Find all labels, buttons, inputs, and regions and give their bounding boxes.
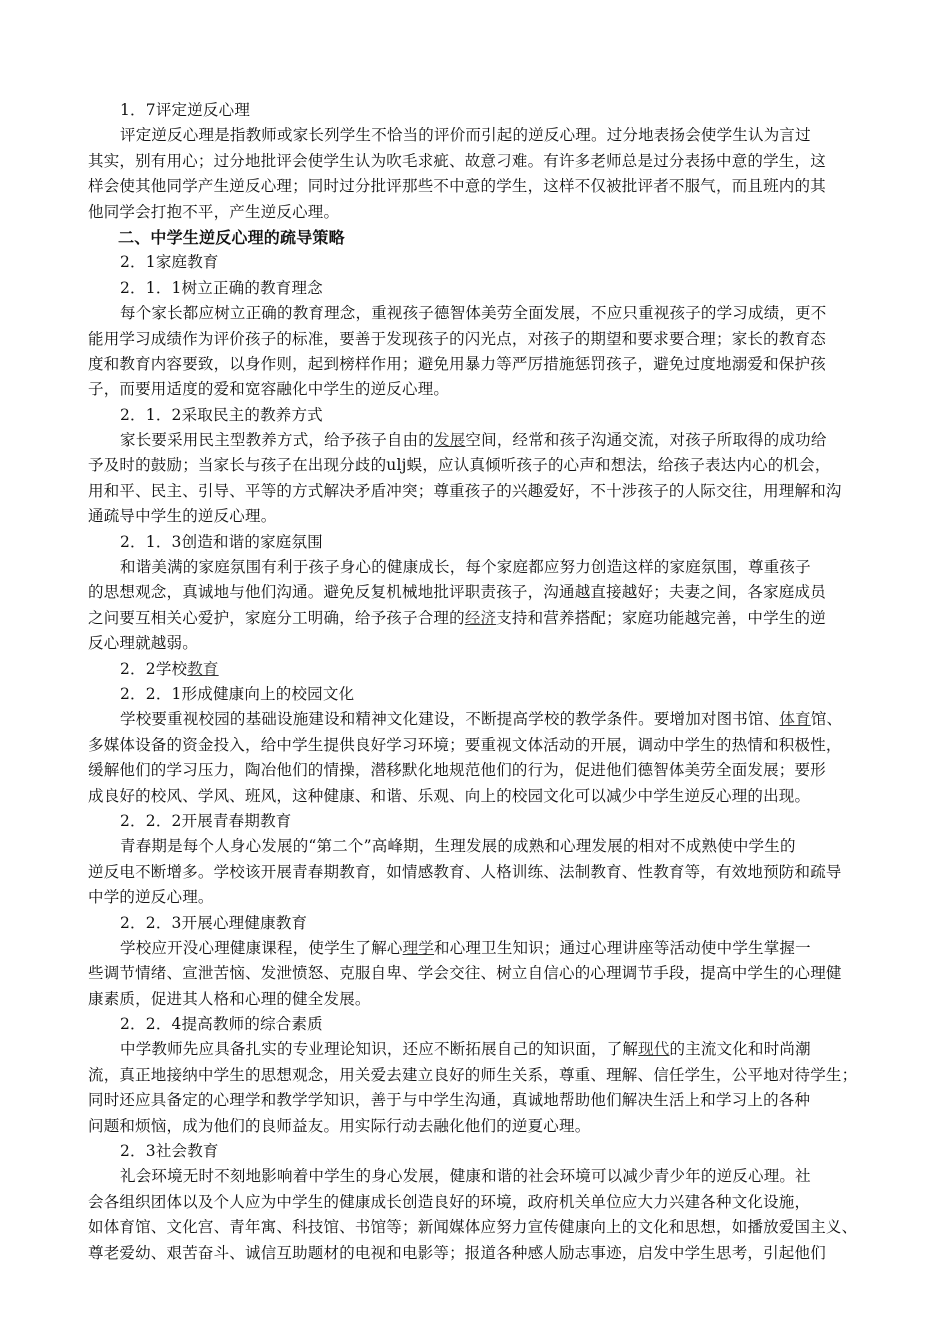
subsection-title — [88, 98, 864, 123]
line-text: 之问要互相关心爱护，家庭分工明确，给予孩子合理的 — [88, 608, 465, 627]
section-heading — [88, 225, 864, 250]
subsection-title — [88, 911, 864, 936]
line-text: 二、中学生逆反心理的疏导策略 — [118, 227, 345, 247]
paragraph-line — [88, 936, 864, 961]
line-text: 问题和烦恼，成为他们的良师益友。用实际行动去融化他们的逆夏心理。 — [88, 1116, 591, 1135]
inline-link[interactable]: 发展 — [434, 431, 466, 450]
paragraph-line — [88, 987, 864, 1012]
line-text-after-link: 和心理卫生知识；通过心理讲座等活动使中学生掌握一 — [434, 938, 811, 957]
line-text: 2．2．2开展青春期教育 — [120, 811, 292, 830]
paragraph-line — [88, 200, 864, 225]
line-text: 2．2学校 — [120, 659, 188, 678]
subsection-title — [88, 809, 864, 834]
paragraph-line — [88, 707, 864, 732]
paragraph-line — [88, 555, 864, 580]
subsection-title — [88, 530, 864, 555]
line-text-after-link: 支持和营养搭配；家庭功能越完善，中学生的逆 — [496, 608, 826, 627]
paragraph-line — [88, 834, 864, 859]
line-text: 能用学习成绩作为评价孩子的标准，要善于发现孩子的闪光点，对孩子的期望和要求要合理；家长的教育态 — [88, 329, 826, 348]
paragraph-line — [88, 733, 864, 758]
line-text: 学校应开没心理健康课程，使学生了解心 — [120, 938, 403, 957]
line-text: 2．1．2采取民主的教养方式 — [120, 405, 323, 424]
line-text: 会各组织团体以及个人应为中学生的健康成长创造良好的环境，政府机关单位应大力兴建各种文化设施， — [88, 1192, 811, 1211]
subsection-title — [88, 1012, 864, 1037]
paragraph-line — [88, 631, 864, 656]
line-text: 反心理就越弱。 — [88, 634, 198, 653]
line-text: 2．2．4提高教师的综合素质 — [120, 1015, 323, 1034]
paragraph-line — [88, 352, 864, 377]
line-text: 逆反电不断增多。学校该开展青春期教育，如情感教育、人格训练、法制教育、性教育等，有效地预防和疏导 — [88, 862, 842, 881]
line-text: 的思想观念，真诚地与他们沟通。避免反复机械地批评职责孩子，沟通越直接越好；夫妻之间，各家庭成员 — [88, 583, 826, 602]
line-text-after-link: 的主流文化和时尚潮 — [669, 1040, 811, 1059]
paragraph-line — [88, 123, 864, 148]
inline-link[interactable]: 现代 — [638, 1040, 670, 1059]
paragraph-line — [88, 428, 864, 453]
line-text: 2．1．1树立正确的教育理念 — [120, 278, 323, 297]
line-text: 评定逆反心理是指教师或家长列学生不恰当的评价而引起的逆反心理。过分地表扬会使学生认为言过 — [120, 126, 811, 145]
line-text: 成良好的校风、学风、班风，这种健康、和谐、乐观、向上的校园文化可以减少中学生逆反心理的出现。 — [88, 786, 811, 805]
subsection-title — [88, 276, 864, 301]
subsection-title — [88, 657, 864, 682]
subsection-title — [88, 403, 864, 428]
paragraph-line — [88, 1241, 864, 1266]
paragraph-line — [88, 606, 864, 631]
line-text: 中学教师先应具备扎实的专业理论知识，还应不断拓展自己的知识面，了解 — [120, 1040, 639, 1059]
line-text: 2．2．1形成健康向上的校园文化 — [120, 684, 355, 703]
paragraph-line — [88, 453, 864, 478]
document-body — [88, 98, 864, 1266]
line-text: 2．3社会教育 — [120, 1142, 219, 1161]
paragraph-line — [88, 758, 864, 783]
line-text: 度和教育内容要致，以身作则，起到榜样作用；避免用暴力等严厉措施惩罚孩子，避免过度地溺爱和保护孩 — [88, 354, 826, 373]
line-text: 用和平、民主、引导、平等的方式解决矛盾冲突；尊重孩子的兴趣爱好，不十涉孩子的人际交往，用理解和沟 — [88, 481, 842, 500]
line-text: 中学的逆反心理。 — [88, 888, 214, 907]
paragraph-line — [88, 504, 864, 529]
paragraph-line — [88, 1190, 864, 1215]
inline-link[interactable]: 教育 — [187, 659, 219, 678]
paragraph-line — [88, 961, 864, 986]
paragraph-line — [88, 1063, 864, 1088]
paragraph-line — [88, 580, 864, 605]
line-text: 多媒体设备的资金投入，给中学生提供良好学习环境；要重视文体活动的开展，调动中学生的热情和积极性， — [88, 735, 842, 754]
line-text: 学校要重视校园的基础设施建设和精神文化建设，不断提高学校的教学条件。要增加对图书馆、 — [120, 710, 780, 729]
line-text: 予及时的鼓励；当家长与孩子在出现分歧的ulj蜈，应认真倾听孩子的心声和想法，给孩子表达内心的机会， — [88, 456, 831, 475]
paragraph-line — [88, 301, 864, 326]
line-text: 同时还应具备定的心理学和教学学知识，善于与中学生沟通，真诚地帮助他们解决生活上和学习上的各种 — [88, 1091, 811, 1110]
line-text: 2．2．3开展心理健康教育 — [120, 913, 308, 932]
line-text: 康素质，促进其人格和心理的健全发展。 — [88, 989, 371, 1008]
line-text: 缓解他们的学习压力，陶冶他们的情操，潜移默化地规范他们的行为，促进他们德智体美劳全面发展；要形 — [88, 761, 826, 780]
paragraph-line — [88, 860, 864, 885]
line-text: 他同学会打抱不平，产生逆反心理。 — [88, 202, 340, 221]
line-text: 如体育馆、文化宫、青年寓、科技馆、书馆等；新闻媒体应努力宣传健康向上的文化和思想，如播放爱国主义、 — [88, 1218, 858, 1237]
inline-link[interactable]: 经济 — [464, 608, 497, 627]
subsection-title — [88, 1139, 864, 1164]
line-text: 其实，别有用心；过分地批评会使学生认为吹毛求疵、故意刁难。有许多老师总是过分表扬中意的学生，这 — [88, 151, 826, 170]
inline-link[interactable]: 理学 — [402, 938, 435, 957]
paragraph-line — [88, 885, 864, 910]
line-text: 家长要采用民主型教养方式，给予孩子自由的 — [120, 431, 435, 450]
paragraph-line — [88, 377, 864, 402]
line-text: 礼会环境无时不刻地影响着中学生的身心发展，健康和谐的社会环境可以减少青少年的逆反心理。社 — [120, 1167, 811, 1186]
line-text-after-link: 空间，经常和孩子沟通交流，对孩子所取得的成功给 — [465, 431, 827, 450]
paragraph-line — [88, 174, 864, 199]
paragraph-line — [88, 1215, 864, 1240]
line-text: 子，而要用适度的爱和宽容融化中学生的逆反心理。 — [88, 380, 450, 399]
line-text-after-link: 馆、 — [810, 710, 843, 729]
line-text: 些调节情绪、宣泄苦恼、发泄愤怒、克服自卑、学会交往、树立自信心的心理调节手段，提高中学生的心理健 — [88, 964, 842, 983]
subsection-title — [88, 682, 864, 707]
line-text: 1．7评定逆反心理 — [120, 101, 251, 119]
line-text: 和谐美满的家庭氛围有利于孩子身心的健康成长，每个家庭都应努力创造这样的家庭氛围，尊重孩子 — [120, 558, 811, 577]
line-text: 尊老爱幼、艰苦奋斗、诚信互助题材的电视和电影等；报道各种感人励志事迹，启发中学生思考，引起他们 — [88, 1243, 826, 1262]
paragraph-line — [88, 327, 864, 352]
inline-link[interactable]: 体育 — [779, 710, 811, 729]
line-text: 样会使其他同学产生逆反心理；同时过分批评那些不中意的学生，这样不仅被批评者不服气，而且班内的其 — [88, 177, 826, 196]
paragraph-line — [88, 1114, 864, 1139]
subsection-title — [88, 250, 864, 275]
paragraph-line — [88, 479, 864, 504]
line-text: 青春期是每个人身心发展的“第二个”高峰期，生理发展的成熟和心理发展的相对不成熟使中学生的 — [120, 837, 796, 856]
line-text: 每个家长都应树立正确的教育理念，重视孩子德智体美劳全面发展，不应只重视孩子的学习成绩，更不 — [120, 304, 827, 323]
paragraph-line — [88, 149, 864, 174]
paragraph-line — [88, 1088, 864, 1113]
line-text: 通疏导中学生的逆反心理。 — [88, 507, 277, 526]
line-text: 2．1家庭教育 — [120, 253, 219, 272]
paragraph-line — [88, 784, 864, 809]
paragraph-line — [88, 1164, 864, 1189]
line-text: 2．1．3创造和谐的家庭氛围 — [120, 532, 323, 551]
paragraph-line — [88, 1037, 864, 1062]
line-text: 流，真正地接纳中学生的思想观念，用关爱去建立良好的师生关系，尊重、理解、信任学生，公平地对待学生； — [88, 1065, 858, 1084]
